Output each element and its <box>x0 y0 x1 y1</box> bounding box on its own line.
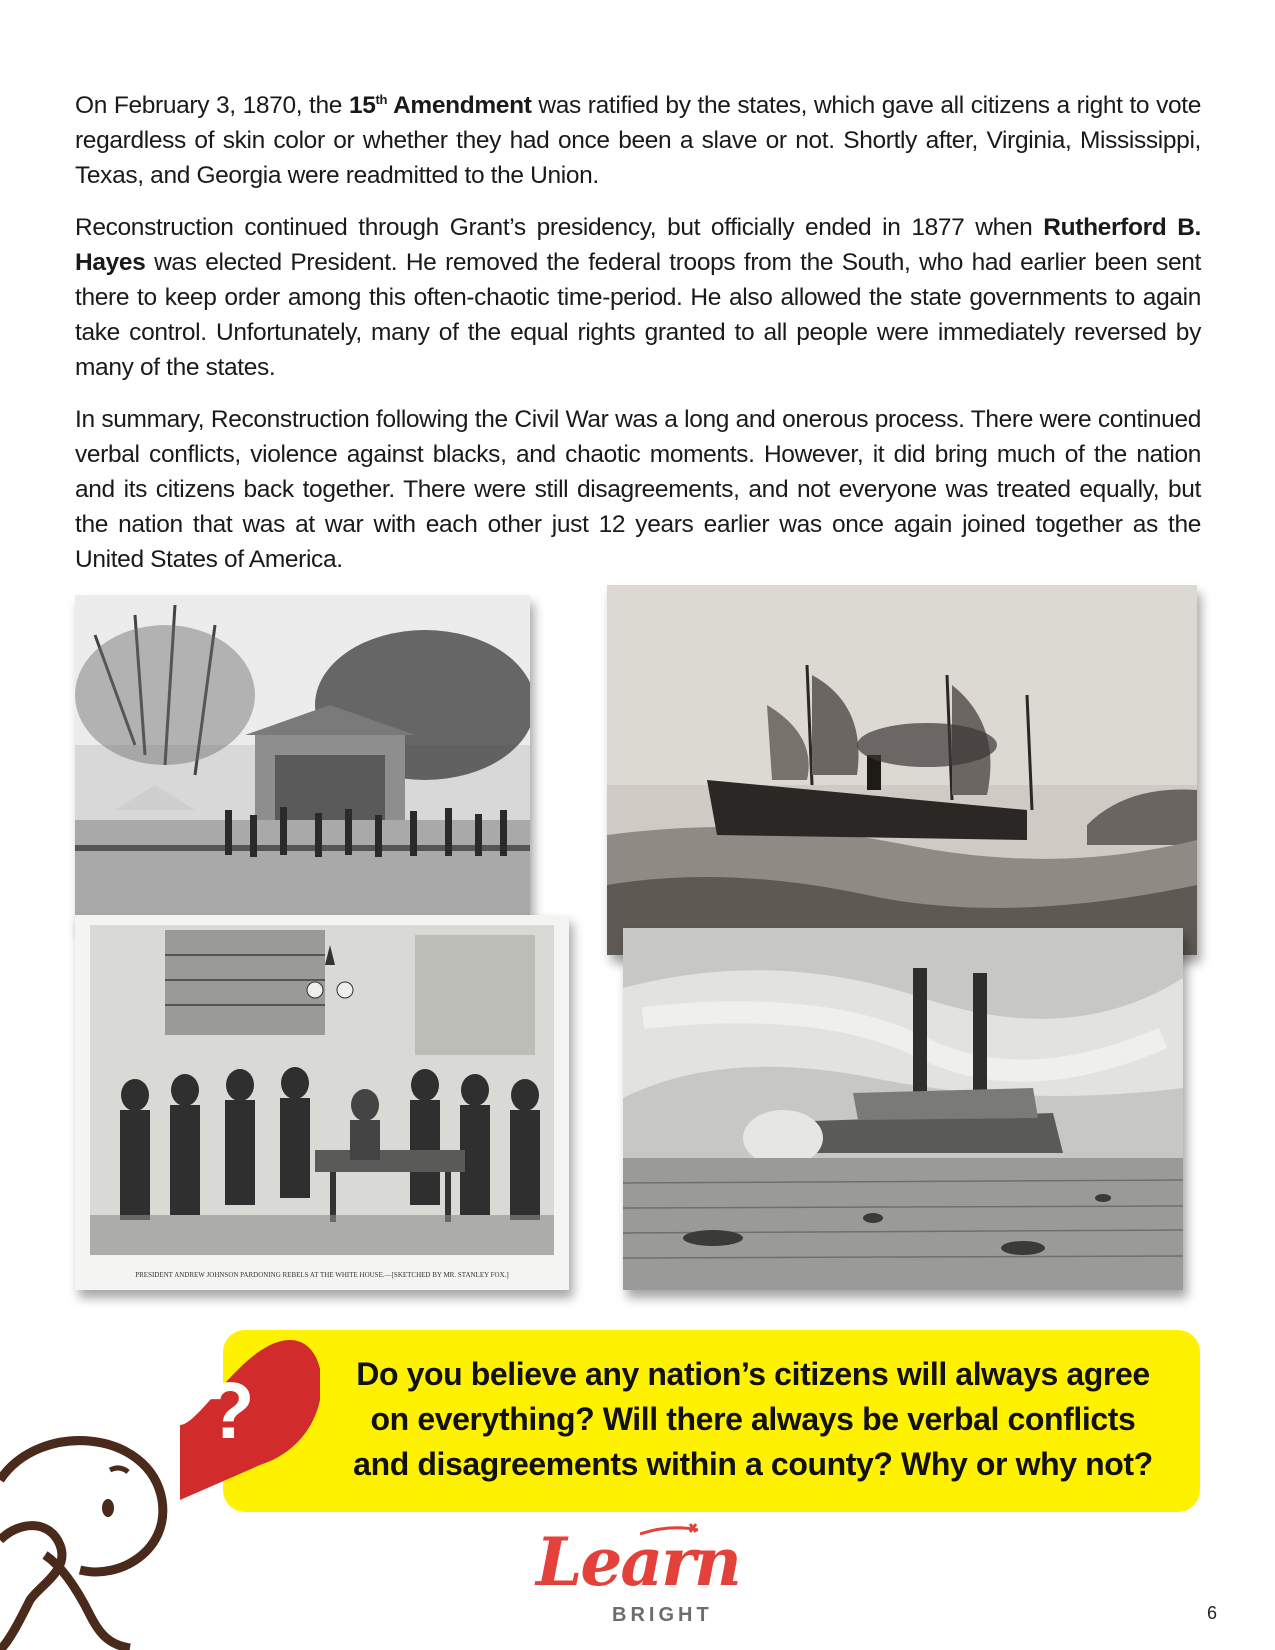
paragraph-summary: In summary, Reconstruction following the Civil War was a long and onerous process. There were continued verbal conflicts, violence against blacks, and chaotic moments. However, it did bring much of the nation and its citizens back together. There were still disagreements, and not everyone was treated equally, but the nation that was at war with each other just 12 years earlier was once again joined together as the United States of America. <box>75 406 1201 573</box>
paragraph-15th-amendment: On February 3, 1870, the 15th Amendment was ratified by the states, which gave all citizens a right to vote regardless of skin color or whether they had once been a slave or not. Shortly after, Virginia, Mississippi, Texas, and Georgia were readmitted to the Union. <box>75 91 1202 189</box>
bold-15th-amendment: 15th Amendment <box>348 91 532 119</box>
mascot-question-icon <box>0 1340 320 1650</box>
logo-learn: Learn <box>536 1523 740 1601</box>
courthouse-photo-graphic <box>75 595 530 928</box>
question-mark-symbol: ? <box>205 1366 255 1455</box>
photo-johnson-pardoning-engraving <box>75 915 569 1290</box>
page-number: 6 <box>1207 1603 1218 1623</box>
discussion-question-box <box>223 1330 1200 1512</box>
steamship-photo-graphic <box>607 585 1197 955</box>
paragraph-reconstruction-end: Reconstruction continued through Grant’s presidency, but officially ended in 1877 when Rutherford B. Hayes was elected President. He removed the federal troops from the South, who had earlier been sent there to keep order among this often-chaotic time-period. He also allowed the state governments to again take control. Unfortunately, many of the equal rights granted to all people were immediately reversed by many of the states. <box>75 214 1201 381</box>
engraving-graphic <box>75 915 569 1290</box>
bold-rutherford-hayes: Rutherford B. Hayes <box>75 214 1201 276</box>
steamboat-graphic <box>623 928 1183 1290</box>
photo-steamship-sea <box>607 585 1197 955</box>
photo-courthouse-troops <box>75 595 530 928</box>
logo-bright: BRIGHT <box>612 1604 713 1626</box>
engraving-caption: PRESIDENT ANDREW JOHNSON PARDONING REBELS AT THE WHITE HOUSE.—[SKETCHED BY MR. STANLEY FOX.] <box>135 1271 509 1279</box>
discussion-question-text: Do you believe any nation’s citizens will always agree on everything? Will there always be verbal conflicts and disagreements within a county? Why or why not? <box>353 1356 1153 1482</box>
body-text <box>75 88 1201 594</box>
photo-burning-steamboat <box>623 928 1183 1290</box>
